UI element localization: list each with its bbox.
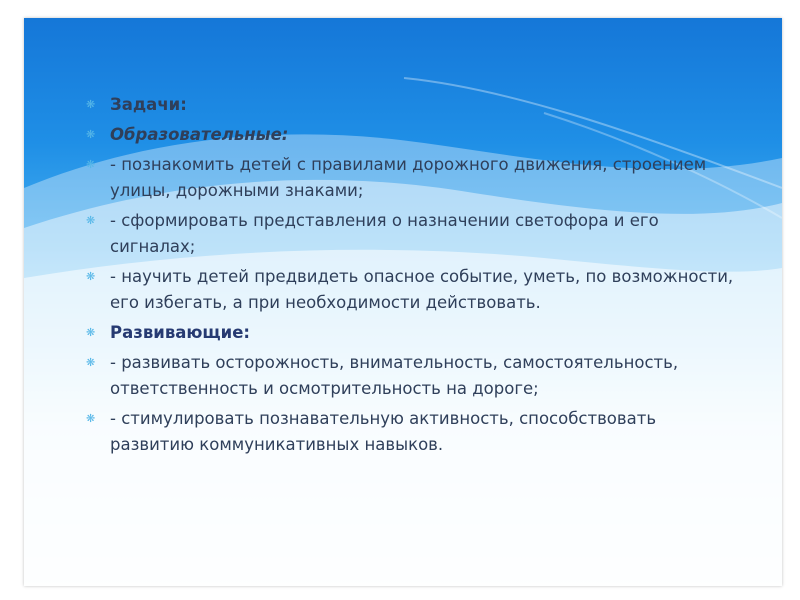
bullet-icon: ❋ bbox=[86, 214, 96, 227]
tasks-heading: Задачи: bbox=[110, 95, 187, 114]
slide bbox=[24, 18, 782, 586]
list-item-text: - сформировать представления о назначении светофора и его сигналах; bbox=[110, 211, 659, 256]
list-item bbox=[86, 208, 736, 260]
task-list bbox=[86, 92, 736, 458]
bullet-icon: ❋ bbox=[86, 356, 96, 369]
educational-heading: Образовательные: bbox=[110, 125, 289, 144]
list-item-text: - познакомить детей с правилами дорожного движения, строением улицы, дорожными знаками; bbox=[110, 155, 707, 200]
bullet-icon: ❋ bbox=[86, 412, 96, 425]
list-item-text: - научить детей предвидеть опасное событие, уметь, по возможности, его избегать, а при необходимости действовать. bbox=[110, 267, 734, 312]
list-item bbox=[86, 152, 736, 204]
list-item-text: - развивать осторожность, внимательность, самостоятельность, ответственность и осмотрительность на дороге; bbox=[110, 353, 679, 398]
list-item bbox=[86, 264, 736, 316]
list-item-text: - стимулировать познавательную активность, способствовать развитию коммуникативных навыков. bbox=[110, 409, 657, 454]
developmental-heading: Развивающие: bbox=[110, 323, 251, 342]
list-item bbox=[86, 92, 736, 118]
list-item bbox=[86, 350, 736, 402]
list-item bbox=[86, 320, 736, 346]
bullet-icon: ❋ bbox=[86, 158, 96, 171]
bullet-icon: ❋ bbox=[86, 326, 96, 339]
bullet-icon: ❋ bbox=[86, 98, 96, 111]
bullet-icon: ❋ bbox=[86, 270, 96, 283]
slide-content bbox=[86, 92, 736, 462]
list-item bbox=[86, 406, 736, 458]
list-item bbox=[86, 122, 736, 148]
bullet-icon: ❋ bbox=[86, 128, 96, 141]
